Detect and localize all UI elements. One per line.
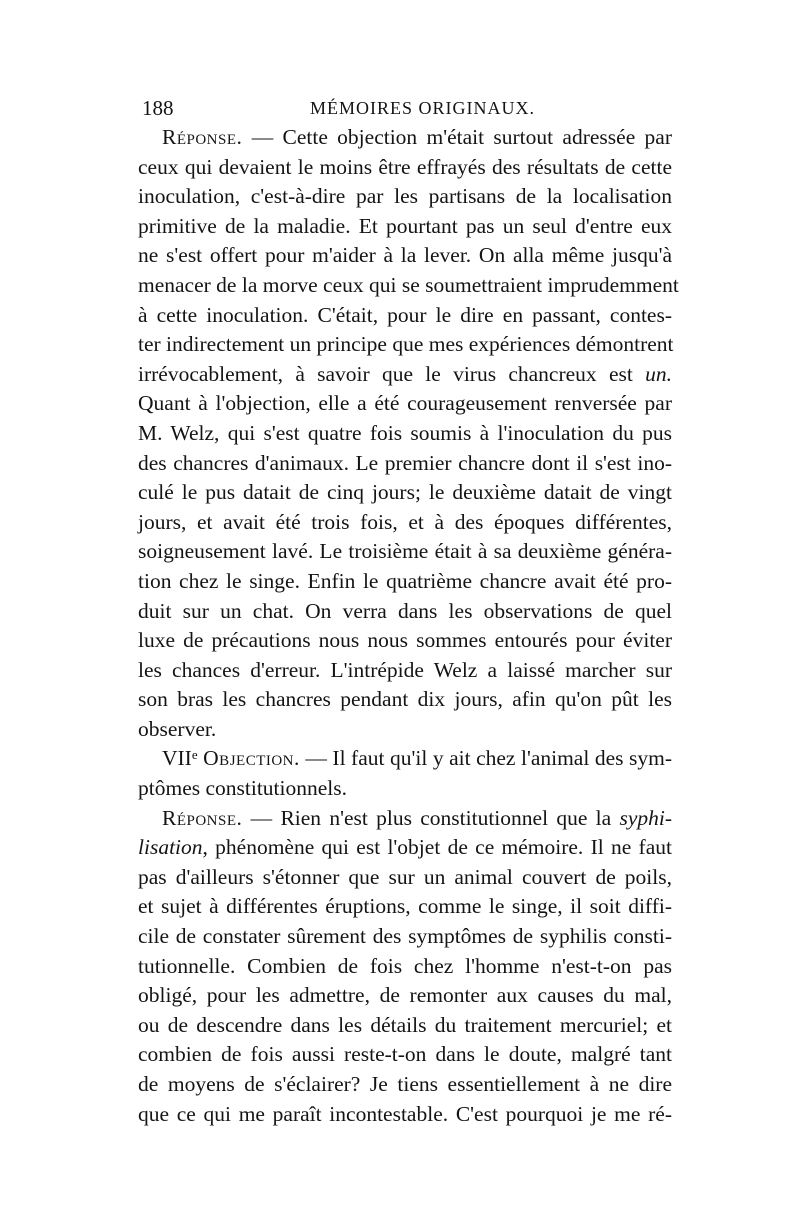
text-line: son bras les chancres pendant dix jours, afin qu'on pût les: [138, 687, 672, 712]
page-body: [138, 123, 679, 1129]
text-line: ne s'est offert pour m'aider à la lever. On alla même jusqu'à: [138, 243, 672, 268]
text-line: observer.: [138, 716, 217, 741]
text-line: soigneusement lavé. Le troisième était à sa deuxième généra-: [138, 539, 672, 564]
text-line: menacer de la morve ceux qui se soumettraient imprudemment: [138, 272, 679, 297]
italic-word: un.: [645, 361, 672, 386]
objection-numeral: VIIe: [162, 746, 198, 771]
objection-heading-line: VIIe Objection. — Il faut qu'il y ait chez l'animal des sym-: [162, 746, 672, 771]
text-line: lisation, phénomène qui est l'objet de ce mémoire. Il ne faut: [138, 835, 672, 860]
page-number: 188: [142, 96, 174, 120]
text-line: à cette inoculation. C'était, pour le dire en passant, contes-: [138, 302, 672, 327]
text-line: irrévocablement, à savoir que le virus chancreux est un.: [138, 361, 672, 386]
text-line: des chancres d'animaux. Le premier chancre dont il s'est ino-: [138, 450, 672, 475]
text-line: M. Welz, qui s'est quatre fois soumis à l'inoculation du pus: [138, 420, 672, 445]
text-line: pas d'ailleurs s'étonner que sur un animal couvert de poils,: [138, 864, 672, 889]
italic-word: syphi-: [619, 805, 672, 830]
text-line: et sujet à différentes éruptions, comme le singe, il soit diffi-: [138, 894, 672, 919]
text-line: les chances d'erreur. L'intrépide Welz a laissé marcher sur: [138, 657, 672, 682]
text-line: luxe de précautions nous nous sommes entourés pour éviter: [138, 628, 672, 653]
text-line: Quant à l'objection, elle a été courageusement renversée par: [138, 391, 672, 416]
page-header: [142, 96, 672, 126]
text-line: que ce qui me paraît incontestable. C'est pourquoi je me ré-: [138, 1101, 672, 1126]
reponse-label: Réponse.: [162, 125, 243, 149]
objection-label: Objection.: [203, 746, 300, 771]
text-line: inoculation, c'est-à-dire par les partisans de la localisation: [138, 184, 672, 209]
text-line: Réponse. — Rien n'est plus constitutionnel que la syphi-: [162, 805, 672, 830]
text-line: ou de descendre dans les détails du traitement mercuriel; et: [138, 1012, 672, 1037]
text-line: primitive de la maladie. Et pourtant pas un seul d'entre eux: [138, 213, 672, 238]
text-line: ter indirectement un principe que mes expériences démontrent: [138, 332, 674, 357]
text-line: tutionnelle. Combien de fois chez l'homme n'est-t-on pas: [138, 953, 672, 978]
text-line: duit sur un chat. On verra dans les observations de quel: [138, 598, 672, 623]
reponse-label: Réponse.: [162, 805, 243, 830]
italic-word: lisation: [138, 835, 203, 860]
text-line: jours, et avait été trois fois, et à des époques différentes,: [138, 509, 672, 534]
text-line: obligé, pour les admettre, de remonter aux causes du mal,: [138, 983, 672, 1008]
running-title: MÉMOIRES ORIGINAUX.: [310, 98, 535, 118]
text-line: culé le pus datait de cinq jours; le deuxième datait de vingt: [138, 480, 672, 505]
text-line: ptômes constitutionnels.: [138, 776, 348, 801]
text-line: de moyens de s'éclairer? Je tiens essentiellement à ne dire: [138, 1072, 672, 1096]
text-line: Réponse. — Cette objection m'était surtout adressée par: [162, 125, 672, 149]
text-line: tion chez le singe. Enfin le quatrième chancre avait été pro-: [138, 568, 672, 593]
text-line: ceux qui devaient le moins être effrayés des résultats de cette: [138, 154, 672, 179]
text-line: combien de fois aussi reste-t-on dans le doute, malgré tant: [138, 1042, 672, 1067]
text-line: cile de constater sûrement des symptômes de syphilis consti-: [138, 924, 672, 949]
